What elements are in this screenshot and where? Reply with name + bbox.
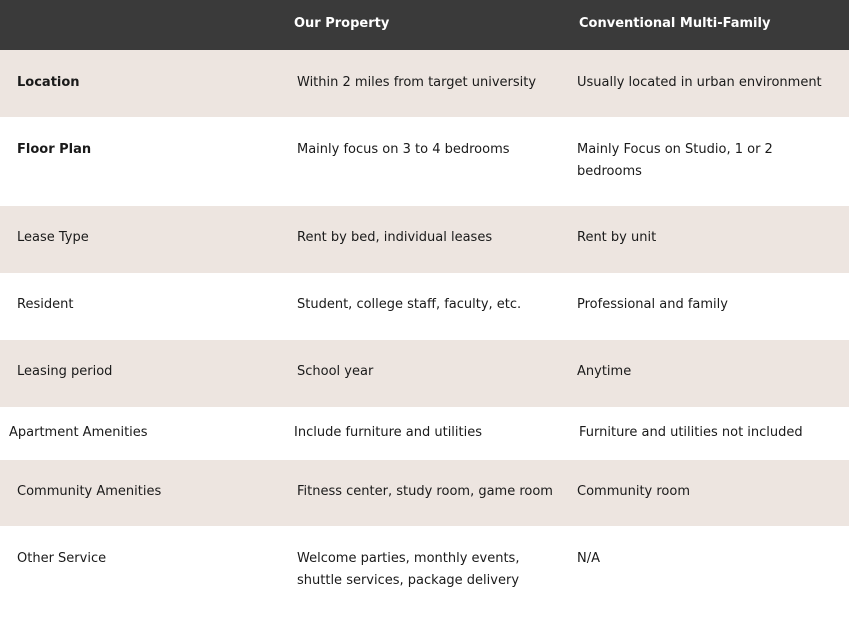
table-row — [0, 206, 849, 273]
row-conventional: Professional and family — [577, 297, 728, 312]
row-our-property: Rent by bed, individual leases — [297, 230, 493, 245]
header-col-3: Conventional Multi-Family — [579, 16, 771, 31]
row-label: Resident — [17, 297, 74, 312]
table-row — [0, 50, 849, 117]
row-conventional: Rent by unit — [577, 230, 657, 245]
row-our-property: Student, college staff, faculty, etc. — [297, 297, 522, 312]
row-label: Leasing period — [17, 364, 113, 379]
row-conventional: Usually located in urban environment — [577, 75, 822, 90]
row-our-property: Welcome parties, monthly events, shuttle services, package delivery — [297, 551, 520, 588]
row-conventional: Anytime — [577, 364, 632, 379]
row-our-property: Mainly focus on 3 to 4 bedrooms — [297, 142, 510, 157]
table-row — [0, 526, 849, 617]
header-col-2: Our Property — [294, 16, 390, 31]
table-row — [0, 273, 849, 340]
row-conventional: Furniture and utilities not included — [579, 425, 803, 440]
row-our-property: Fitness center, study room, game room — [297, 484, 553, 499]
row-label: Apartment Amenities — [9, 425, 148, 440]
row-conventional: N/A — [577, 551, 600, 566]
table-header — [0, 0, 849, 50]
row-label: Other Service — [17, 551, 107, 566]
row-our-property: Include furniture and utilities — [294, 425, 483, 440]
row-label: Community Amenities — [17, 484, 162, 499]
row-conventional: Mainly Focus on Studio, 1 or 2 bedrooms — [577, 142, 773, 179]
row-our-property: School year — [297, 364, 374, 379]
table-row — [0, 407, 849, 460]
row-label: Floor Plan — [17, 142, 92, 157]
table-row — [0, 460, 849, 526]
row-our-property: Within 2 miles from target university — [297, 75, 537, 90]
table-row — [0, 117, 849, 206]
row-label: Location — [17, 75, 80, 90]
row-conventional: Community room — [577, 484, 691, 499]
row-label: Lease Type — [17, 230, 89, 245]
table-row — [0, 340, 849, 407]
